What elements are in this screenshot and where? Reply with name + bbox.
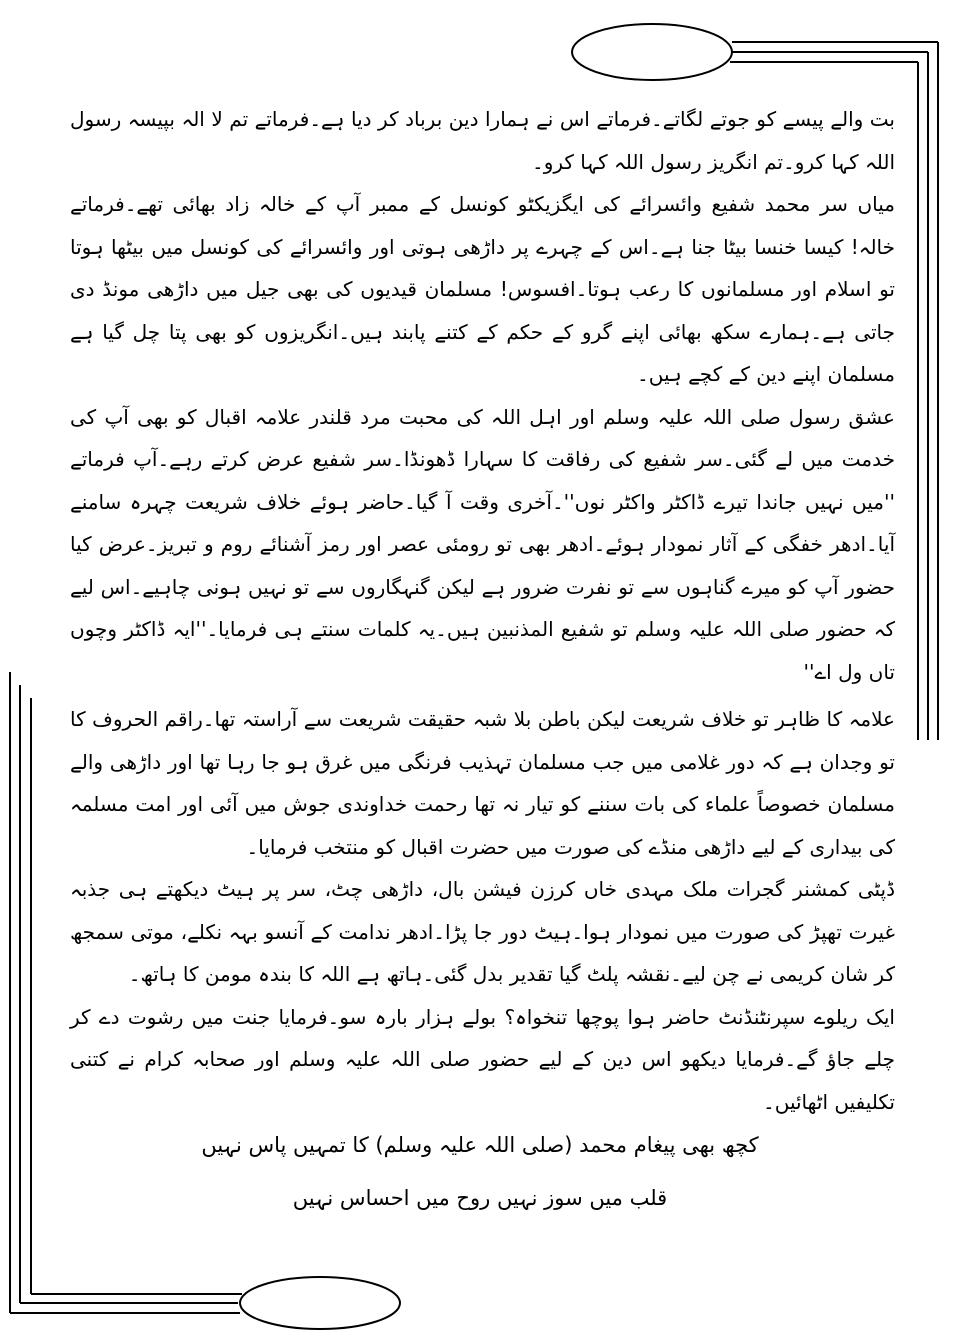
top-oval-ornament [572,24,732,80]
paragraph-1: بت والے پیسے کو جوتے لگاتے۔فرماتے اس نے ہمارا دین برباد کر دیا ہے۔فرماتے تم لا الہ بپیسہ رسول اللہ کہا کرو۔تم انگریز رسول اللہ کہا کرو۔ [70,107,895,174]
main-text-upper [70,98,895,693]
paragraph-4: علامہ کا ظاہر تو خلاف شریعت لیکن باطن بلا شبہ حقیقت شریعت سے آراستہ تھا۔راقم الحروف کا تو وجدان ہے کہ دور غلامی میں جب مسلمان تہذیب فرنگی میں غرق ہو جا رہا تھا اور داڑھی والے مسلمان خصوصاً علماء کی بات سننے کو تیار نہ تھا رحمت خداوندی جوش میں آئی اور امت مسلمہ کی بیداری کے لیے داڑھی منڈے کی صورت میں حضرت اقبال کو منتخب فرمایا۔ [70,707,895,859]
verse-line-1-text: کچھ بھی پیغام محمد (صلی اللہ علیہ وسلم) کا تمہیں پاس نہیں [201,1133,759,1157]
verse-line-1 [150,1133,810,1157]
verse-line-2-text: قلب میں سوز نہیں روح میں احساس نہیں [292,1186,668,1210]
paragraph-3: عشق رسول صلی اللہ علیہ وسلم اور اہل اللہ کی محبت مرد قلندر علامہ اقبال کو بھی آپ کی خدمت میں لے گئی۔سر شفیع کی رفاقت کا سہارا ڈھونڈا۔سر شفیع عرض کرتے رہے۔آپ فرماتے ''میں نہیں جاندا تیرے ڈاکٹر واکٹر نوں''۔آخری وقت آ گیا۔حاضر ہوئے خلاف شریعت چہرہ سامنے آیا۔ادھر خفگی کے آثار نمودار ہوئے۔ادھر بھی تو رومئی عصر اور رمز آشنائے روم و تبریز۔عرض کیا حضور آپ کو میرے گناہوں سے تو نفرت ضرور ہے لیکن گنہگاروں سے تو نہیں ہونی چاہیے۔اس لیے کہ حضور صلی اللہ علیہ وسلم تو شفیع المذنبین ہیں۔یہ کلمات سنتے ہی فرمایا۔''ایہ ڈاکٹر وچوں تاں ول اے'' [70,404,895,684]
paragraph-5: ڈپٹی کمشنر گجرات ملک مہدی خاں کرزن فیشن بال، داڑھی چٹ، سر پر ہیٹ دیکھتے ہی جذبہ غیرت تھپڑ کی صورت میں نمودار ہوا۔ہیٹ دور جا پڑا۔ادھر ندامت کے آنسو بہہ نکلے، موتی سمجھ کر شان کریمی نے چن لیے۔نقشہ پلٹ گیا تقدیر بدل گئی۔ہاتھ ہے اللہ کا بندہ مومن کا ہاتھ۔ [70,877,895,986]
verse-line-2 [150,1186,810,1210]
paragraph-6: ایک ریلوے سپرنٹنڈنٹ حاضر ہوا پوچھا تنخواہ؟ بولے ہزار بارہ سو۔فرمایا جنت میں رشوت دے کر چلے جاؤ گے۔فرمایا دیکھو اس دین کے لیے حضور صلی اللہ علیہ وسلم اور صحابہ کرام نے کتنی تکلیفیں اٹھائیں۔ [70,1004,895,1114]
bottom-oval-ornament [240,1277,400,1329]
paragraph-2: میاں سر محمد شفیع وائسرائے کی ایگزیکٹو کونسل کے ممبر آپ کے خالہ زاد بھائی تھے۔فرماتے خالہ! کیسا خنسا بیٹا جنا ہے۔اس کے چہرے پر داڑھی ہوتی اور وائسرائے کی کونسل میں بیٹھا ہوتا تو اسلام اور مسلمانوں کا رعب ہوتا۔افسوس! مسلمان قیدیوں کی بھی جیل میں داڑھی مونڈ دی جاتی ہے۔ہمارے سکھ بھائی اپنے گرو کے حکم کے کتنے پابند ہیں۔انگریزوں کو بھی پتا چل گیا ہے مسلمان اپنے دین کے کچے ہیں۔ [70,192,895,386]
main-text-lower [70,698,895,1123]
